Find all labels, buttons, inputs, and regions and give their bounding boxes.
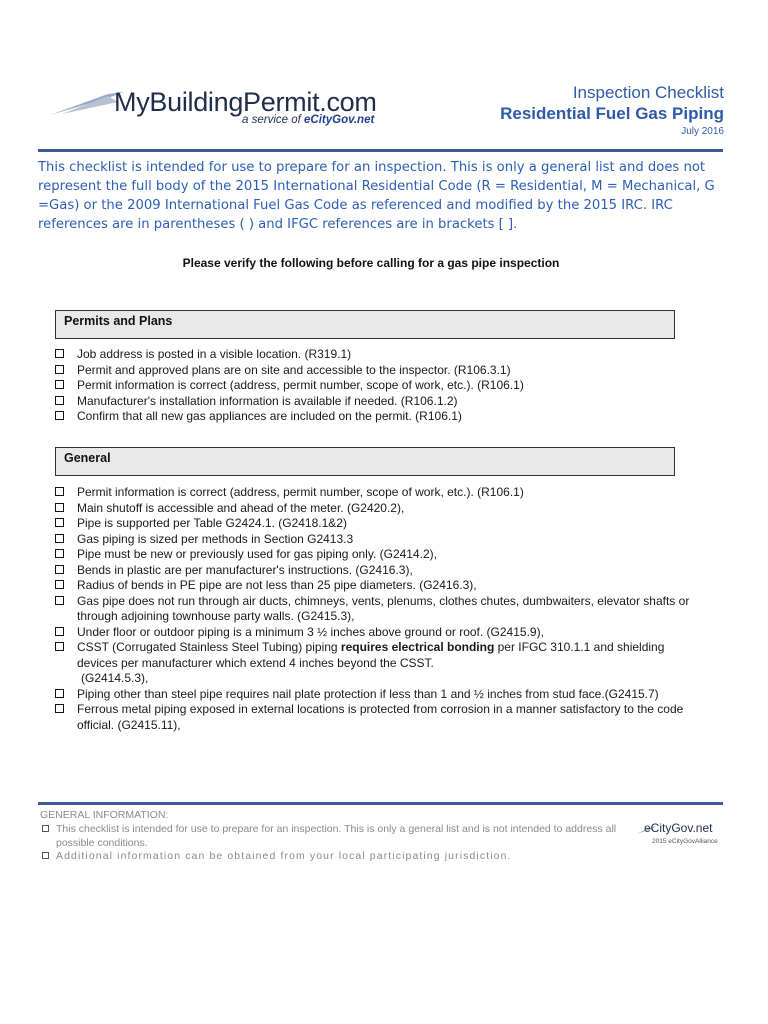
footer-divider (38, 802, 723, 805)
list-item: Under floor or outdoor piping is a minimum 3 ½ inches above ground or roof. (G2415.9), (55, 625, 695, 641)
checkbox-icon[interactable] (55, 365, 64, 374)
checkbox-icon[interactable] (55, 534, 64, 543)
list-item: Permit information is correct (address, permit number, scope of work, etc.). (R106.1) (55, 485, 695, 501)
checkbox-icon[interactable] (55, 627, 64, 636)
permits-checklist (55, 347, 695, 425)
page-subtitle: Residential Fuel Gas Piping (500, 104, 724, 123)
section-title: Permits and Plans (64, 314, 173, 328)
list-item: Ferrous metal piping exposed in external locations is protected from corrosion in a manner satisfactory to the code official. (G2415.11), (55, 702, 695, 733)
list-item: Permit and approved plans are on site and accessible to the inspector. (R106.3.1) (55, 363, 695, 379)
checkbox-icon[interactable] (55, 396, 64, 405)
list-item: Permit information is correct (address, permit number, scope of work, etc.). (R106.1) (55, 378, 695, 394)
list-item: Confirm that all new gas appliances are included on the permit. (R106.1) (55, 409, 695, 425)
list-item: Main shutoff is accessible and ahead of the meter. (G2420.2), (55, 501, 695, 517)
header-divider (38, 149, 723, 152)
checkbox-icon[interactable] (55, 565, 64, 574)
checkbox-icon[interactable] (55, 503, 64, 512)
logo[interactable] (48, 82, 408, 132)
list-item: Piping other than steel pipe requires nail plate protection if less than 1 and ½ inches from stud face.(G2415.7) (55, 687, 695, 703)
checkbox-icon (42, 852, 49, 859)
list-item: Additional information can be obtained from your local participating jurisdiction. (40, 850, 620, 864)
section-header-general (55, 447, 675, 476)
checkbox-icon (42, 825, 49, 832)
checkbox-icon[interactable] (55, 596, 64, 605)
footer-copyright: 2015 eCityGovAlliance (652, 838, 718, 845)
checkbox-icon[interactable] (55, 411, 64, 420)
checkbox-icon[interactable] (55, 549, 64, 558)
general-info-list (40, 823, 620, 864)
general-checklist (55, 485, 695, 733)
checkbox-icon[interactable] (55, 349, 64, 358)
page-date: July 2016 (681, 126, 724, 137)
list-item: Pipe is supported per Table G2424.1. (G2418.1&2) (55, 516, 695, 532)
list-item: Bends in plastic are per manufacturer's instructions. (G2416.3), (55, 563, 695, 579)
general-info-title: GENERAL INFORMATION: (40, 809, 169, 821)
list-item: Radius of bends in PE pipe are not less than 25 pipe diameters. (G2416.3), (55, 578, 695, 594)
list-item: Pipe must be new or previously used for gas piping only. (G2414.2), (55, 547, 695, 563)
verify-heading: Please verify the following before calling for a gas pipe inspection (182, 256, 560, 270)
list-item: Manufacturer's installation information is available if needed. (R106.1.2) (55, 394, 695, 410)
footer-logo[interactable] (636, 818, 716, 848)
logo-text: MyBuildingPermit.com (114, 87, 377, 117)
footer-logo-text: eCityGov.net (644, 821, 713, 835)
checkbox-icon[interactable] (55, 580, 64, 589)
page-title: Inspection Checklist (572, 83, 724, 102)
checkbox-icon[interactable] (55, 704, 64, 713)
checkbox-icon[interactable] (55, 689, 64, 698)
checkbox-icon[interactable] (55, 487, 64, 496)
logo-tagline: a service of eCityGov.net (242, 114, 375, 126)
checkbox-icon[interactable] (55, 380, 64, 389)
list-item: Gas pipe does not run through air ducts, chimneys, vents, plenums, clothes chutes, dumbwaiters, elevator shafts or through adjoining townhouse party walls. (G2415.3), (55, 594, 695, 625)
intro-paragraph: This checklist is intended for use to prepare for an inspection. This is only a general list and does not represent the full body of the 2015 International Residential Code (R = Residential, M = Mechanical, G =Gas) or the 2009 International Fuel Gas Code as referenced and modified by the 2015 IRC. IRC references are in parentheses ( ) and IFGC references are in brackets [ ]. (38, 160, 715, 232)
list-item: Job address is posted in a visible location. (R319.1) (55, 347, 695, 363)
section-title: General (64, 451, 111, 465)
list-item: Gas piping is sized per methods in Section G2413.3 (55, 532, 695, 548)
list-item: This checklist is intended for use to prepare for an inspection. This is only a general list and is not intended to address all possible conditions. (40, 823, 620, 850)
checkbox-icon[interactable] (55, 518, 64, 527)
list-item-csst: CSST (Corrugated Stainless Steel Tubing) piping requires electrical bonding per IFGC 310.1.1 and shielding devices per manufacturer which extend 4 inches beyond the CSST. (G2414.5.3), (55, 640, 695, 687)
checkbox-icon[interactable] (55, 642, 64, 651)
section-header-permits (55, 310, 675, 339)
